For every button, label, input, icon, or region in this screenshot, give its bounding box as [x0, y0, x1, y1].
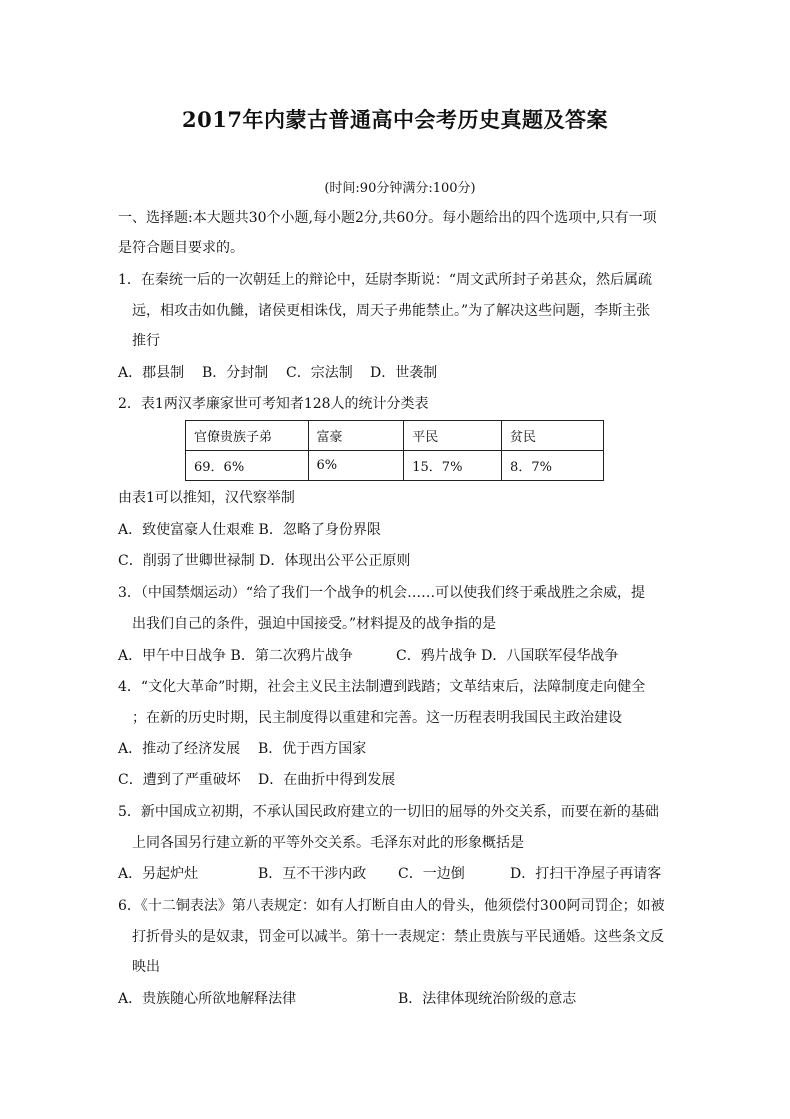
table-header-cell: 官僚贵族子弟: [186, 421, 309, 451]
q1-option-d: D．世袭制: [370, 365, 438, 381]
q5-option-b: B．互不干涉内政: [258, 866, 367, 882]
q3-stem-line-1: 3．（中国禁烟运动）“给了我们一个战争的机会……可以使我们终于乘战胜之余威，提: [118, 585, 646, 601]
table-header-cell: 平民: [404, 421, 502, 451]
q2-stem-line-2: 由表1可以推知，汉代察举制: [118, 490, 295, 506]
table-header-cell: 贫民: [502, 421, 604, 451]
q4-option-d: D．在曲折中得到发展: [258, 772, 396, 788]
q5-option-a: A．另起炉灶: [118, 866, 199, 882]
q2-options-ab: A．致使富豪人仕艰难 B．忽略了身份界限: [118, 522, 381, 538]
table-cell: 69．6%: [186, 451, 309, 481]
q6-stem-line-1: 6．《十二铜表法》第八表规定：如有人打断自由人的骨头，他须偿付300阿司罚企；如被: [118, 898, 665, 914]
q3-option-ab: A．甲午中日战争 B．第二次鸦片战争: [118, 648, 353, 664]
section-instructions-line-1: 一、选择题:本大题共30个小题,每小题2分,共60分。每小题给出的四个选项中,只有一项: [118, 210, 657, 226]
table-header-row: [186, 421, 604, 451]
q4-option-b: B．优于西方国家: [258, 741, 367, 757]
q6-stem-line-3: 映出: [132, 959, 160, 975]
q4-stem-line-2: ；在新的历史时期，民主制度得以重建和完善。这一历程表明我国民主政治建设: [132, 710, 622, 726]
q6-stem-line-2: 打折骨头的是奴隶，罚金可以减半。第十一表规定：禁止贵族与平民通婚。这些条文反: [132, 929, 664, 945]
q1-option-c: C．宗法制: [286, 365, 353, 381]
q4-stem-line-1: 4．“文化大革命”时期，社会主义民主法制遭到践踏；文革结束后，法障制度走向健全: [118, 679, 646, 695]
q4-option-a: A．推动了经济发展: [118, 741, 241, 757]
q2-stem-line-1: 2．表1两汉孝廉家世可考知者128人的统计分类表: [118, 396, 429, 412]
q5-stem-line-1: 5．新中国成立初期，不承认国民政府建立的一切旧的屈辱的外交关系，而要在新的基础: [118, 804, 659, 820]
table-cell: 6%: [308, 451, 404, 481]
q6-option-a: A．贵族随心所欲地解释法律: [118, 991, 297, 1007]
table-cell: 8．7%: [502, 451, 604, 481]
q6-option-b: B．法律体现统治阶级的意志: [398, 991, 577, 1007]
q5-option-d: D．打扫干净屋子再请客: [510, 866, 662, 882]
q4-option-c: C．遭到了严重破坏: [118, 772, 241, 788]
table-row: [186, 451, 604, 481]
q3-stem-line-2: 出我们自己的条件，强迫中国接受。”材料提及的战争指的是: [132, 616, 497, 632]
table-header-cell: 富豪: [308, 421, 404, 451]
exam-info: (时间:90分钟满分:100分): [324, 181, 476, 196]
q1-stem-line-3: 推行: [132, 333, 160, 349]
q5-option-c: C．一边倒: [398, 866, 465, 882]
page-title: 2017年内蒙古普通高中会考历史真题及答案: [182, 107, 608, 132]
q1-option-b: B．分封制: [202, 365, 269, 381]
q2-options-cd: C．削弱了世卿世禄制 D．体现出公平公正原则: [118, 553, 411, 569]
q5-stem-line-2: 上同各国另行建立新的平等外交关系。毛泽东对此的形象概括是: [132, 835, 524, 851]
q2-stats-table: [185, 420, 604, 481]
section-instructions-line-2: 是符合题目要求的。: [118, 240, 244, 256]
q1-stem-line-1: 1．在秦统一后的一次朝廷上的辩论中，廷尉李斯说：“周文武所封子弟甚众，然后属疏: [118, 272, 653, 288]
table-cell: 15．7%: [404, 451, 502, 481]
q1-stem-line-2: 远，相攻击如仇雠，诸侯更相诛伐，周天子弗能禁止。”为了解决这些问题，李斯主张: [132, 303, 651, 319]
q3-option-cd: C．鸦片战争 D．八国联军侵华战争: [396, 648, 619, 664]
q1-option-a: A．郡县制: [118, 365, 185, 381]
